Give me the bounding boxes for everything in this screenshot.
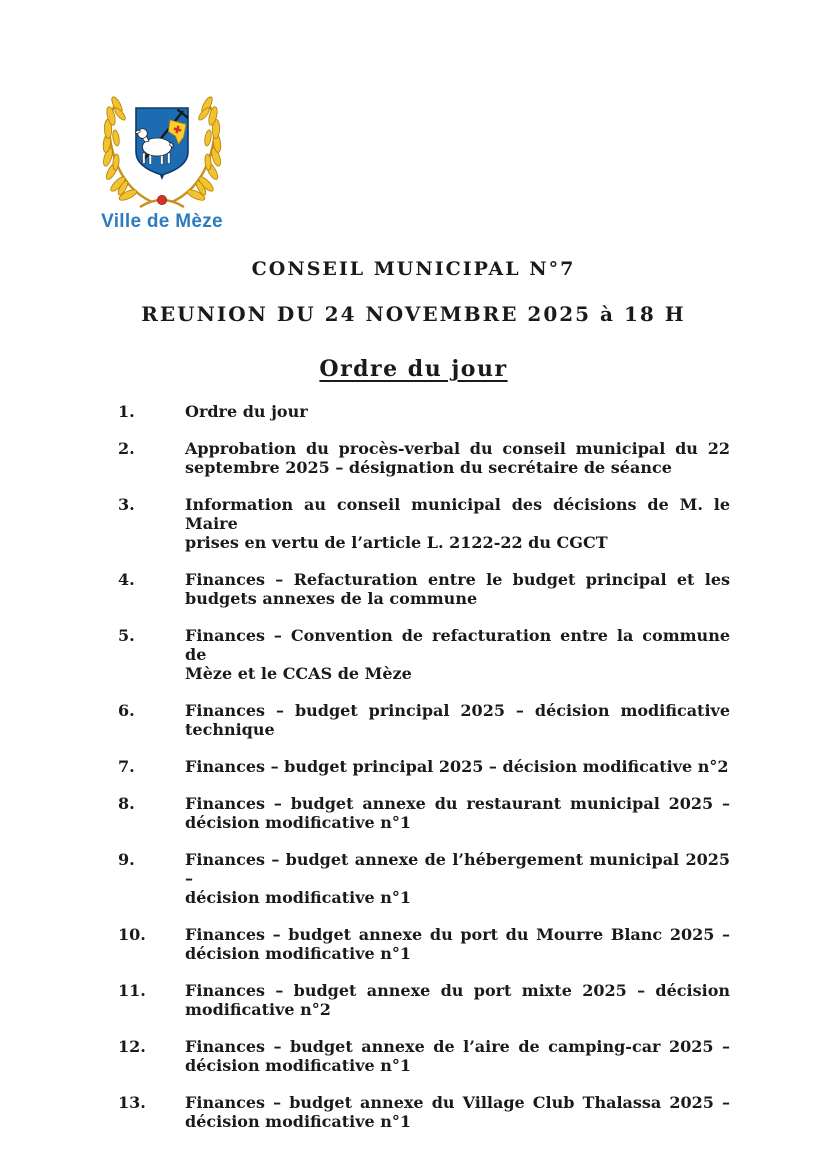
agenda-item-line: Finances – budget annexe du restaurant municipal 2025 – bbox=[185, 794, 730, 813]
agenda-item-text bbox=[185, 1093, 730, 1131]
agenda-item-number: 10. bbox=[118, 925, 146, 944]
agenda-item-line: décision modificative n°1 bbox=[185, 1056, 412, 1075]
agenda-item bbox=[118, 757, 730, 776]
agenda-item-line: Finances – budget annexe du port du Mourre Blanc 2025 – bbox=[185, 925, 730, 944]
logo-caption: Ville de Mèze bbox=[101, 211, 223, 232]
agenda-item-text bbox=[185, 701, 730, 739]
agenda-item-line: prises en vertu de l’article L. 2122-22 du CGCT bbox=[185, 533, 608, 552]
agenda-item-text bbox=[185, 850, 730, 907]
agenda-item-number: 9. bbox=[118, 850, 135, 869]
agenda-item bbox=[118, 981, 730, 1019]
agenda-item-line: budgets annexes de la commune bbox=[185, 589, 478, 608]
agenda-item-line: septembre 2025 – désignation du secrétaire de séance bbox=[185, 458, 672, 477]
agenda-item-number: 1. bbox=[118, 402, 135, 421]
agenda-item-line: Finances – budget annexe de l’hébergement municipal 2025 – bbox=[185, 850, 730, 888]
agenda-item-line: décision modificative n°1 bbox=[185, 888, 412, 907]
agenda-item bbox=[118, 495, 730, 552]
agenda-item-line: décision modificative n°1 bbox=[185, 944, 412, 963]
agenda-item-number: 12. bbox=[118, 1037, 146, 1056]
agenda-item-text bbox=[185, 439, 730, 477]
agenda-item-number: 2. bbox=[118, 439, 135, 458]
agenda-item bbox=[118, 925, 730, 963]
agenda-item-line: Finances – budget annexe de l’aire de camping-car 2025 – bbox=[185, 1037, 730, 1056]
agenda-item-line: Finances – budget annexe du port mixte 2025 – décision bbox=[185, 981, 730, 1000]
agenda-item-text bbox=[185, 794, 730, 832]
agenda-item-text bbox=[185, 570, 730, 608]
agenda-item bbox=[118, 850, 730, 907]
agenda-item bbox=[118, 1037, 730, 1075]
council-number-title: CONSEIL MUNICIPAL N°7 bbox=[251, 258, 576, 280]
agenda-item-number: 5. bbox=[118, 626, 135, 645]
agenda-item bbox=[118, 794, 730, 832]
agenda-item-line: technique bbox=[185, 720, 275, 739]
agenda-item bbox=[118, 439, 730, 477]
agenda-item-text bbox=[185, 757, 730, 776]
agenda-item bbox=[118, 701, 730, 739]
agenda-item-number: 8. bbox=[118, 794, 135, 813]
agenda-list bbox=[118, 402, 730, 1149]
agenda-item bbox=[118, 626, 730, 683]
agenda-item-text bbox=[185, 495, 730, 552]
agenda-item-line: Finances – budget principal 2025 – décision modificative bbox=[185, 701, 730, 720]
agenda-item bbox=[118, 570, 730, 608]
agenda-item-line: Approbation du procès-verbal du conseil municipal du 22 bbox=[185, 439, 730, 458]
coat-of-arms-icon bbox=[92, 96, 232, 210]
agenda-item-text bbox=[185, 402, 730, 421]
agenda-item-number: 6. bbox=[118, 701, 135, 720]
agenda-item-text bbox=[185, 626, 730, 683]
agenda-item-text bbox=[185, 925, 730, 963]
agenda-item-text bbox=[185, 1037, 730, 1075]
agenda-item-number: 7. bbox=[118, 757, 135, 776]
agenda-heading: Ordre du jour bbox=[319, 356, 508, 382]
agenda-item-number: 3. bbox=[118, 495, 135, 514]
agenda-item-number: 11. bbox=[118, 981, 146, 1000]
agenda-item-line: Mèze et le CCAS de Mèze bbox=[185, 664, 412, 683]
agenda-item-line: modificative n°2 bbox=[185, 1000, 331, 1019]
agenda-item-line: Finances – budget principal 2025 – décision modificative n°2 bbox=[185, 757, 729, 776]
agenda-item-text bbox=[185, 981, 730, 1019]
agenda-item-line: Finances – budget annexe du Village Club Thalassa 2025 – bbox=[185, 1093, 730, 1112]
agenda-item-line: Ordre du jour bbox=[185, 402, 308, 421]
meeting-date-title: REUNION DU 24 NOVEMBRE 2025 à 18 H bbox=[141, 302, 686, 326]
agenda-item-number: 13. bbox=[118, 1093, 146, 1112]
agenda-item-line: Finances – Refacturation entre le budget principal et les bbox=[185, 570, 730, 589]
agenda-item bbox=[118, 1093, 730, 1131]
agenda-item-line: Information au conseil municipal des décisions de M. le Maire bbox=[185, 495, 730, 533]
agenda-item-line: décision modificative n°1 bbox=[185, 813, 412, 832]
agenda-item-line: Finances – Convention de refacturation entre la commune de bbox=[185, 626, 730, 664]
city-logo bbox=[88, 96, 236, 233]
agenda-item-number: 4. bbox=[118, 570, 135, 589]
agenda-item bbox=[118, 402, 730, 421]
agenda-item-line: décision modificative n°1 bbox=[185, 1112, 412, 1131]
